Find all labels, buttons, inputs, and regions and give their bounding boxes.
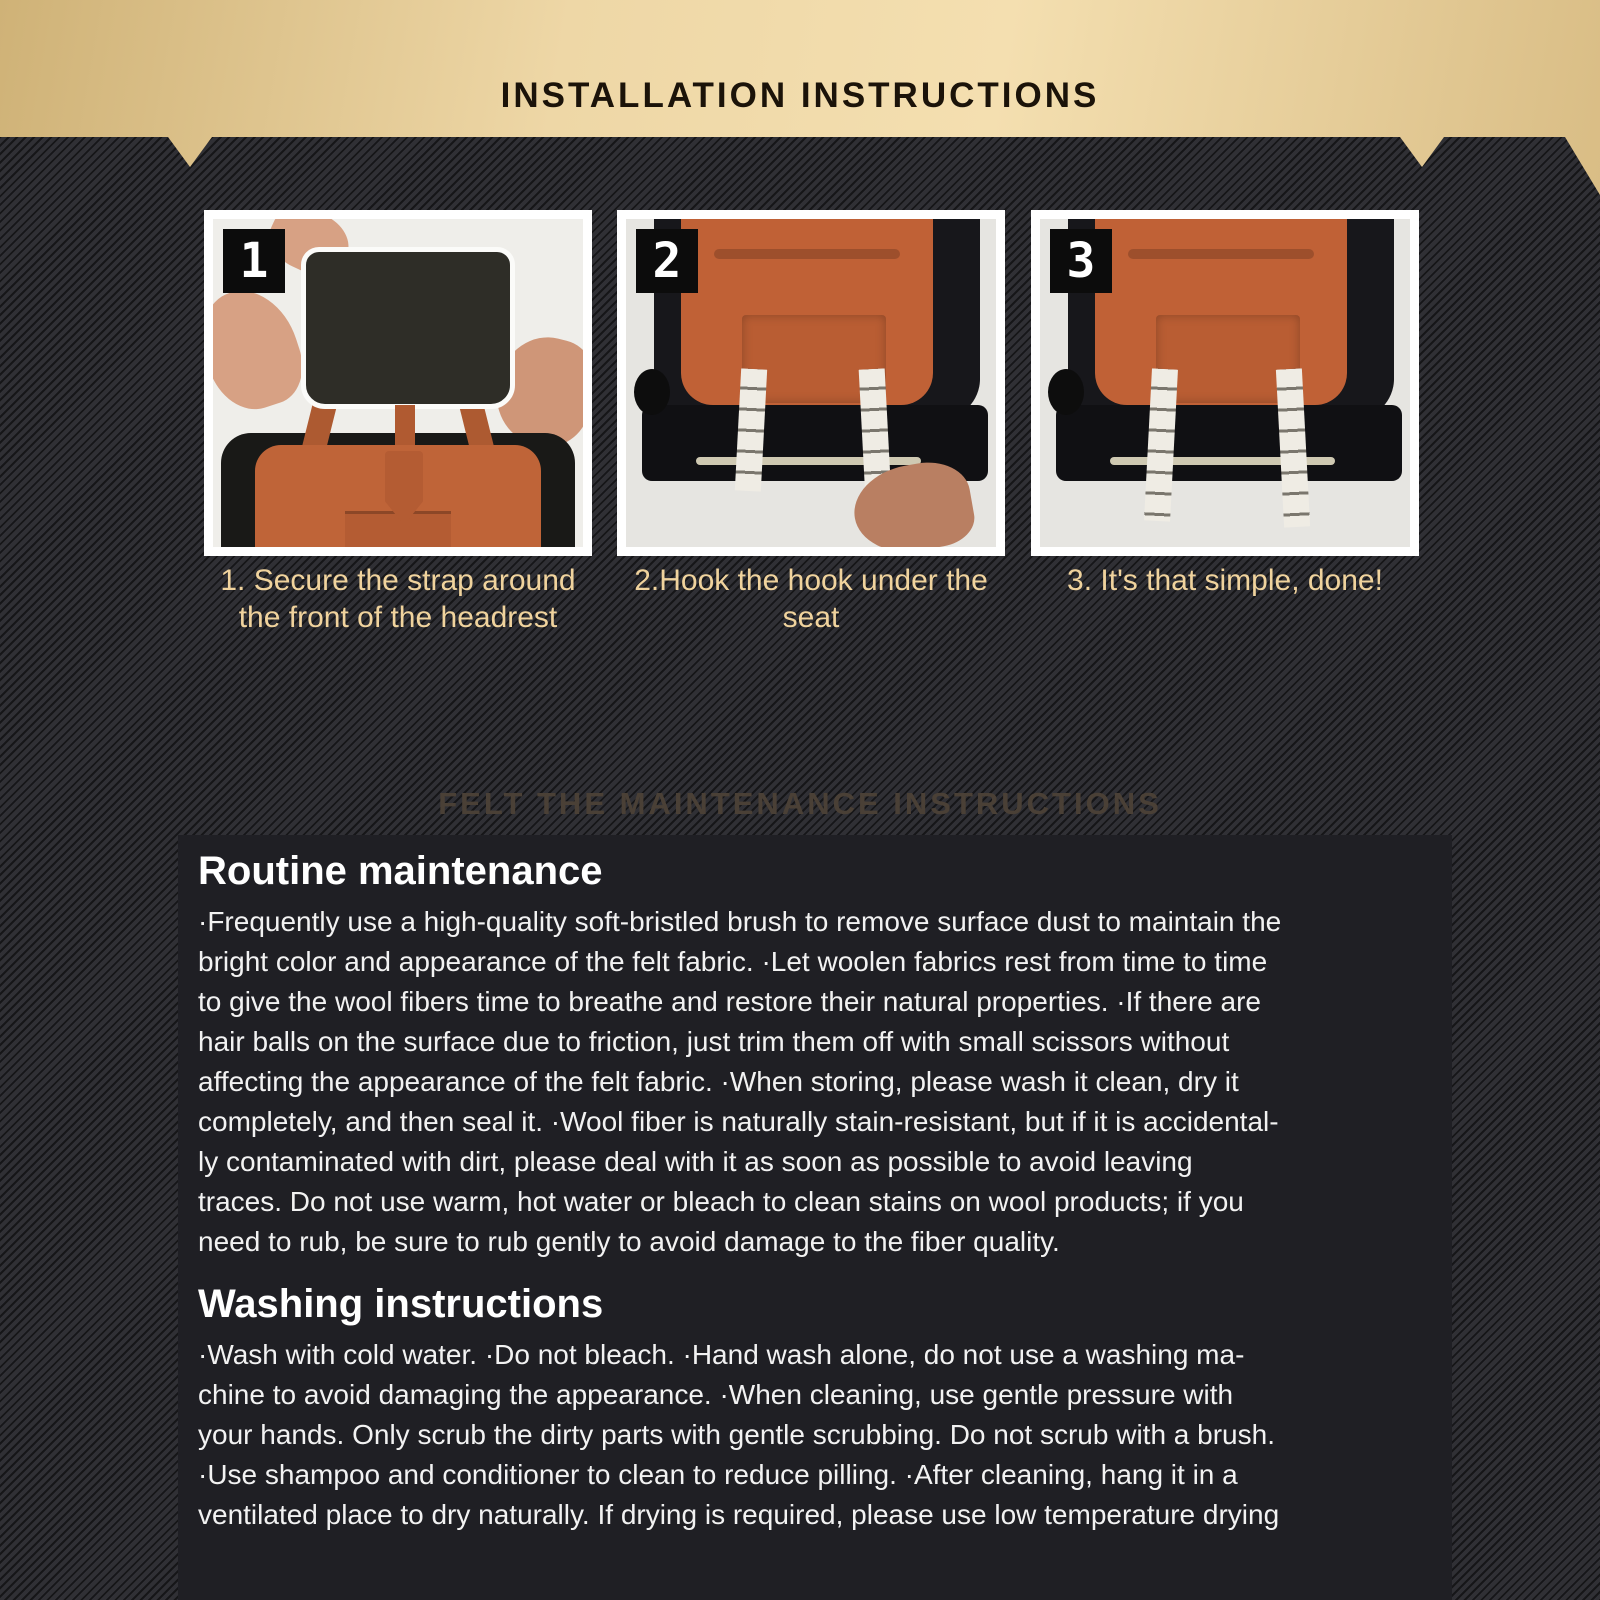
step-1-photo: [204, 210, 592, 556]
caption-line: 3. It's that simple, done!: [1067, 564, 1383, 597]
step-number: 1: [239, 233, 269, 289]
seat-underside-image: [1056, 405, 1402, 481]
organizer-flap-shadow: [714, 249, 900, 259]
step-number-badge: [636, 229, 698, 293]
step-2-photo-content: [626, 219, 996, 547]
page-title: INSTALLATION INSTRUCTIONS: [500, 76, 1100, 115]
routine-line: ly contaminated with dirt, please deal with it as soon as possible to avoid leaving: [198, 1146, 1193, 1177]
routine-line: bright color and appearance of the felt fabric. ·Let woolen fabrics rest from time to time: [198, 946, 1268, 977]
caption-line: seat: [782, 601, 840, 634]
headrest-image: [301, 247, 515, 409]
washing-line: ·Wash with cold water. ·Do not bleach. ·Hand wash alone, do not use a washing ma-: [198, 1339, 1245, 1370]
step-2-photo: [617, 210, 1005, 556]
routine-line: affecting the appearance of the felt fabric. ·When storing, please wash it clean, dry it: [198, 1066, 1239, 1097]
step-3-photo: [1031, 210, 1419, 556]
washing-line: ·Use shampoo and conditioner to clean to reduce pilling. ·After cleaning, hang it in a: [198, 1459, 1238, 1490]
seat-adjust-knob: [634, 369, 670, 415]
caption-line: 2.Hook the hook under the: [634, 564, 988, 597]
step-number-badge: [223, 229, 285, 293]
step-1-caption: [168, 562, 628, 636]
step-number-badge: [1050, 229, 1112, 293]
routine-line: ·Frequently use a high-quality soft-bristled brush to remove surface dust to maintain the: [198, 906, 1282, 937]
step-3-caption: [995, 562, 1455, 599]
routine-line: hair balls on the surface due to friction, just trim them off with small scissors without: [198, 1026, 1230, 1057]
caption-line: the front of the headrest: [238, 601, 558, 634]
caption-line: 1. Secure the strap around: [220, 564, 576, 597]
seat-adjust-knob: [1048, 369, 1084, 415]
washing-line: your hands. Only scrub the dirty parts with gentle scrubbing. Do not scrub with a brush.: [198, 1419, 1275, 1450]
washing-line: ventilated place to dry naturally. If drying is required, please use low temperature drying: [198, 1499, 1280, 1530]
organizer-flap-shadow: [1128, 249, 1314, 259]
maintenance-watermark-title: FELT THE MAINTENANCE INSTRUCTIONS: [438, 786, 1162, 821]
washing-instructions-heading: Washing instructions: [198, 1282, 604, 1326]
step-3-photo-content: [1040, 219, 1410, 547]
step-number: 3: [1066, 233, 1096, 289]
step-number: 2: [652, 233, 682, 289]
routine-maintenance-heading: Routine maintenance: [198, 849, 603, 893]
routine-line: traces. Do not use warm, hot water or bleach to clean stains on wool products; if you: [198, 1186, 1244, 1217]
routine-line: to give the wool fibers time to breathe and restore their natural properties. ·If there are: [198, 986, 1262, 1017]
left-hand-image: [213, 278, 313, 421]
step-1-photo-content: [213, 219, 583, 547]
step-2-caption: [581, 562, 1041, 636]
maintenance-panel: [178, 835, 1452, 1600]
routine-line: need to rub, be sure to rub gently to avoid damage to the fiber quality.: [198, 1226, 1060, 1257]
washing-line: chine to avoid damaging the appearance. ·When cleaning, use gentle pressure with: [198, 1379, 1234, 1410]
routine-line: completely, and then seal it. ·Wool fiber is naturally stain-resistant, but if it is accidental-: [198, 1106, 1279, 1137]
